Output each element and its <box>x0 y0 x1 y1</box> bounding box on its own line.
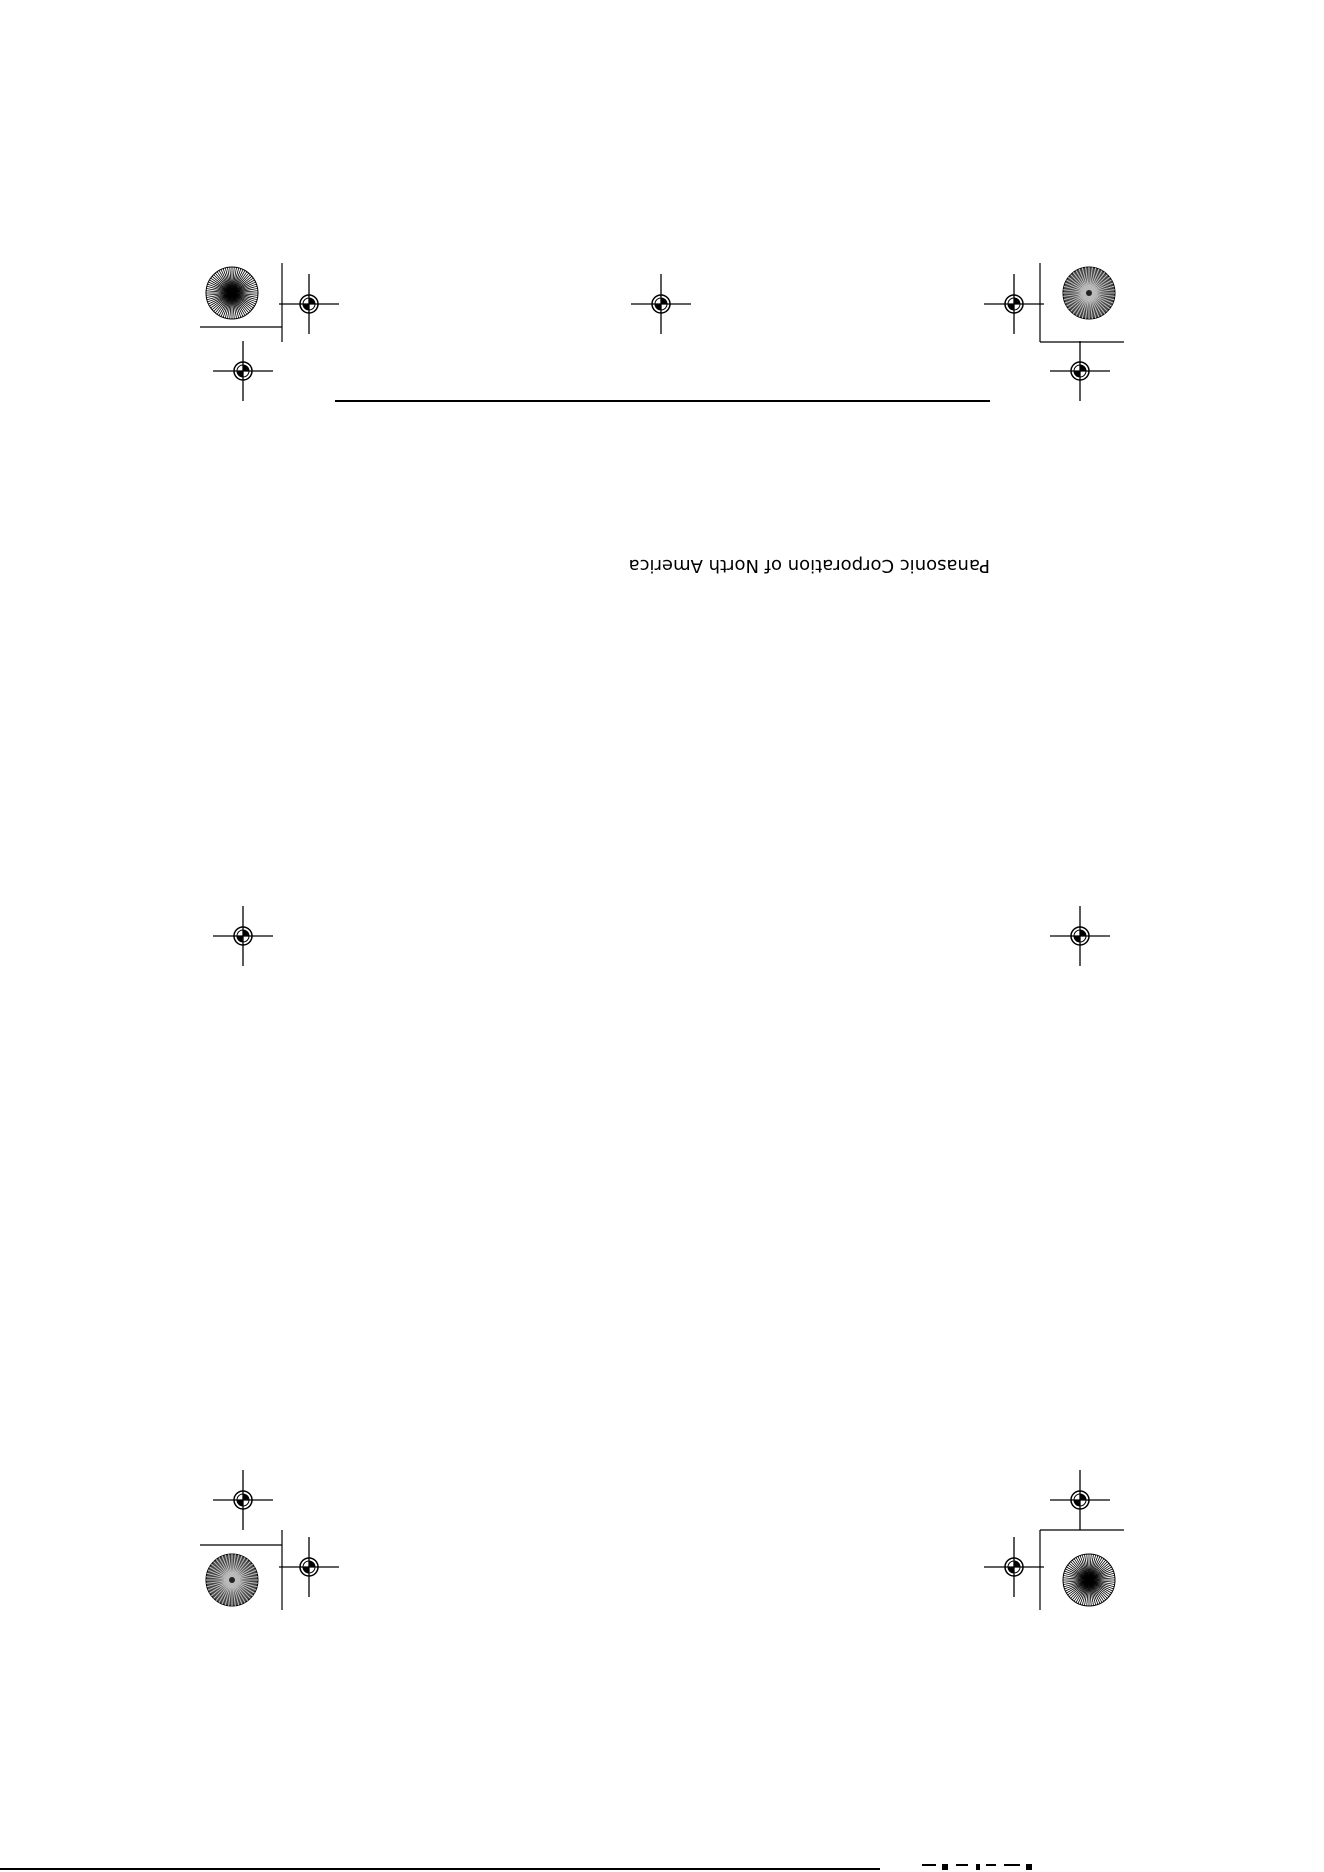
header-rule <box>335 400 990 402</box>
registration-mark-icon <box>631 274 691 334</box>
starburst-target-icon <box>1063 1554 1115 1606</box>
starburst-target-icon <box>206 267 258 319</box>
starburst-target-icon <box>1063 267 1115 319</box>
registration-mark-icon <box>213 1470 273 1530</box>
registration-mark-icon <box>279 274 339 334</box>
registration-mark-icon <box>1050 906 1110 966</box>
company-name: Panasonic Corporation of North America <box>628 555 990 576</box>
registration-mark-icon <box>984 274 1044 334</box>
footer-barcode-marks <box>920 1862 1050 1872</box>
registration-mark-icon <box>279 1537 339 1597</box>
registration-mark-icon <box>213 341 273 401</box>
registration-mark-icon <box>1050 341 1110 401</box>
registration-mark-icon <box>213 906 273 966</box>
registration-mark-icon <box>1050 1470 1110 1530</box>
starburst-target-icon <box>206 1554 258 1606</box>
footer-rule <box>0 1868 880 1870</box>
registration-mark-icon <box>984 1537 1044 1597</box>
